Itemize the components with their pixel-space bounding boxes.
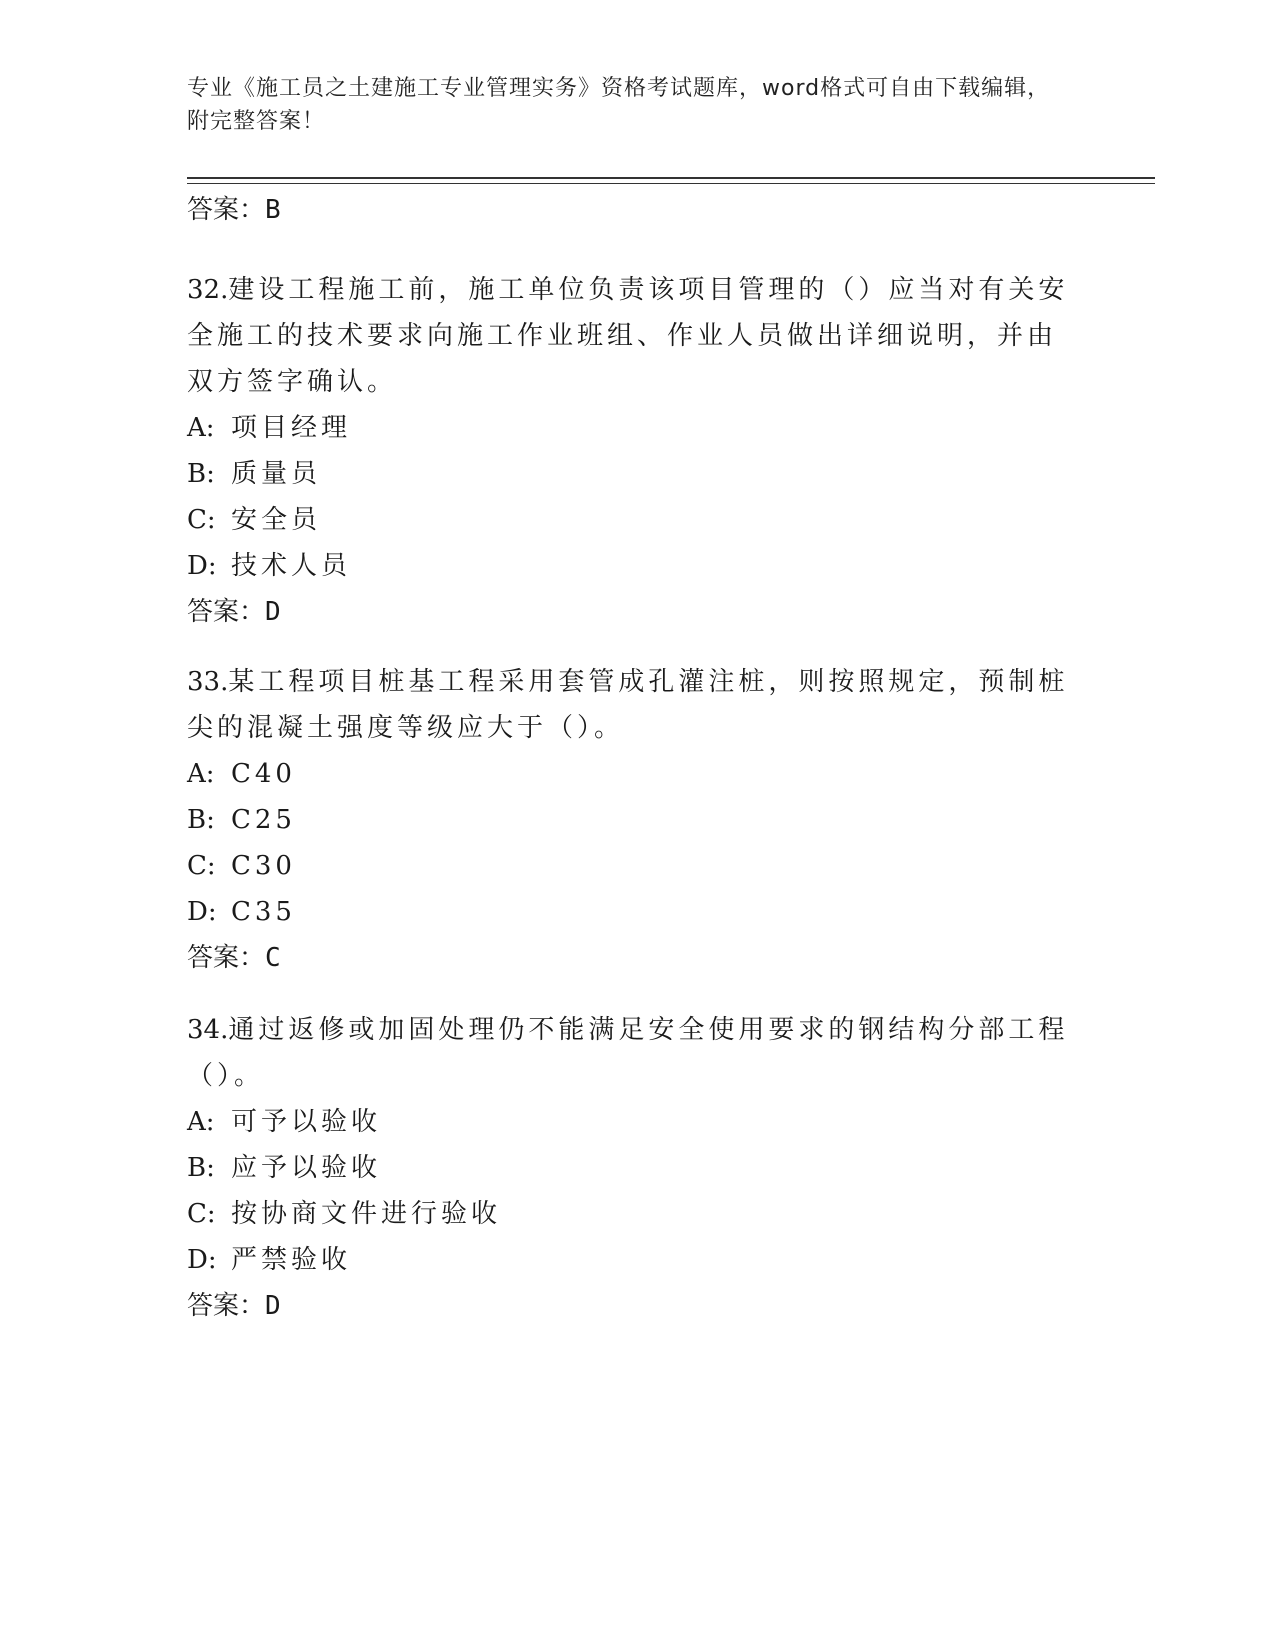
answer-value: C [265,943,281,973]
option-text: 技术人员 [231,551,352,581]
question-text [187,659,1077,751]
option-letter: A: [187,759,215,789]
option-letter: B: [187,1153,215,1183]
option-text: 质量员 [231,459,322,489]
document-header: 专业《施工员之土建施工专业管理实务》资格考试题库，word格式可自由下载编辑，附完整答案！ [187,76,1051,134]
option-d [187,889,1077,935]
option-letter: A: [187,413,215,443]
answer-label: 答案： [187,195,266,225]
question-text [187,1007,1077,1099]
option-letter: A: [187,1107,215,1137]
previous-answer-block [187,187,1077,233]
answer-line [187,187,1077,233]
option-b [187,451,1077,497]
answer-label: 答案： [187,943,266,973]
question-number: 33. [187,667,229,697]
option-letter: C: [187,1199,216,1229]
question-text [187,267,1077,405]
option-text: 按协商文件进行验收 [231,1199,502,1229]
question-33 [187,659,1077,981]
question-number: 34. [187,1015,229,1045]
answer-line [187,589,1077,635]
question-number: 32. [187,275,229,305]
option-text: C35 [231,897,296,927]
answer-value: D [265,597,281,627]
option-letter: B: [187,459,215,489]
option-a [187,751,1077,797]
option-letter: C: [187,851,216,881]
option-d [187,1237,1077,1283]
question-body: 某工程项目桩基工程采用套管成孔灌注桩，则按照规定，预制桩尖的混凝土强度等级应大于（）。 [187,667,1069,743]
answer-line [187,1283,1077,1329]
option-c [187,1191,1077,1237]
question-34 [187,1007,1077,1329]
option-a [187,1099,1077,1145]
option-text: 可予以验收 [231,1107,382,1137]
answer-value: B [265,195,281,225]
option-letter: D: [187,897,217,927]
question-body: 建设工程施工前，施工单位负责该项目管理的（）应当对有关安全施工的技术要求向施工作业班组、作业人员做出详细说明，并由双方签字确认。 [187,275,1069,397]
header-rule-thin [187,183,1155,184]
answer-label: 答案： [187,597,266,627]
option-c [187,497,1077,543]
option-text: 项目经理 [231,413,352,443]
answer-line [187,935,1077,981]
option-a [187,405,1077,451]
header-rule-thick [187,177,1155,179]
option-text: C40 [231,759,296,789]
option-letter: D: [187,1245,217,1275]
option-letter: B: [187,805,215,835]
option-letter: D: [187,551,217,581]
option-text: 严禁验收 [231,1245,352,1275]
option-b [187,1145,1077,1191]
option-text: C25 [231,805,296,835]
option-d [187,543,1077,589]
answer-label: 答案： [187,1291,266,1321]
option-b [187,797,1077,843]
option-text: 安全员 [231,505,322,535]
option-c [187,843,1077,889]
option-text: C30 [231,851,296,881]
answer-value: D [265,1291,281,1321]
option-text: 应予以验收 [231,1153,382,1183]
option-letter: C: [187,505,216,535]
question-body: 通过返修或加固处理仍不能满足安全使用要求的钢结构分部工程（）。 [187,1015,1069,1091]
question-32 [187,267,1077,635]
